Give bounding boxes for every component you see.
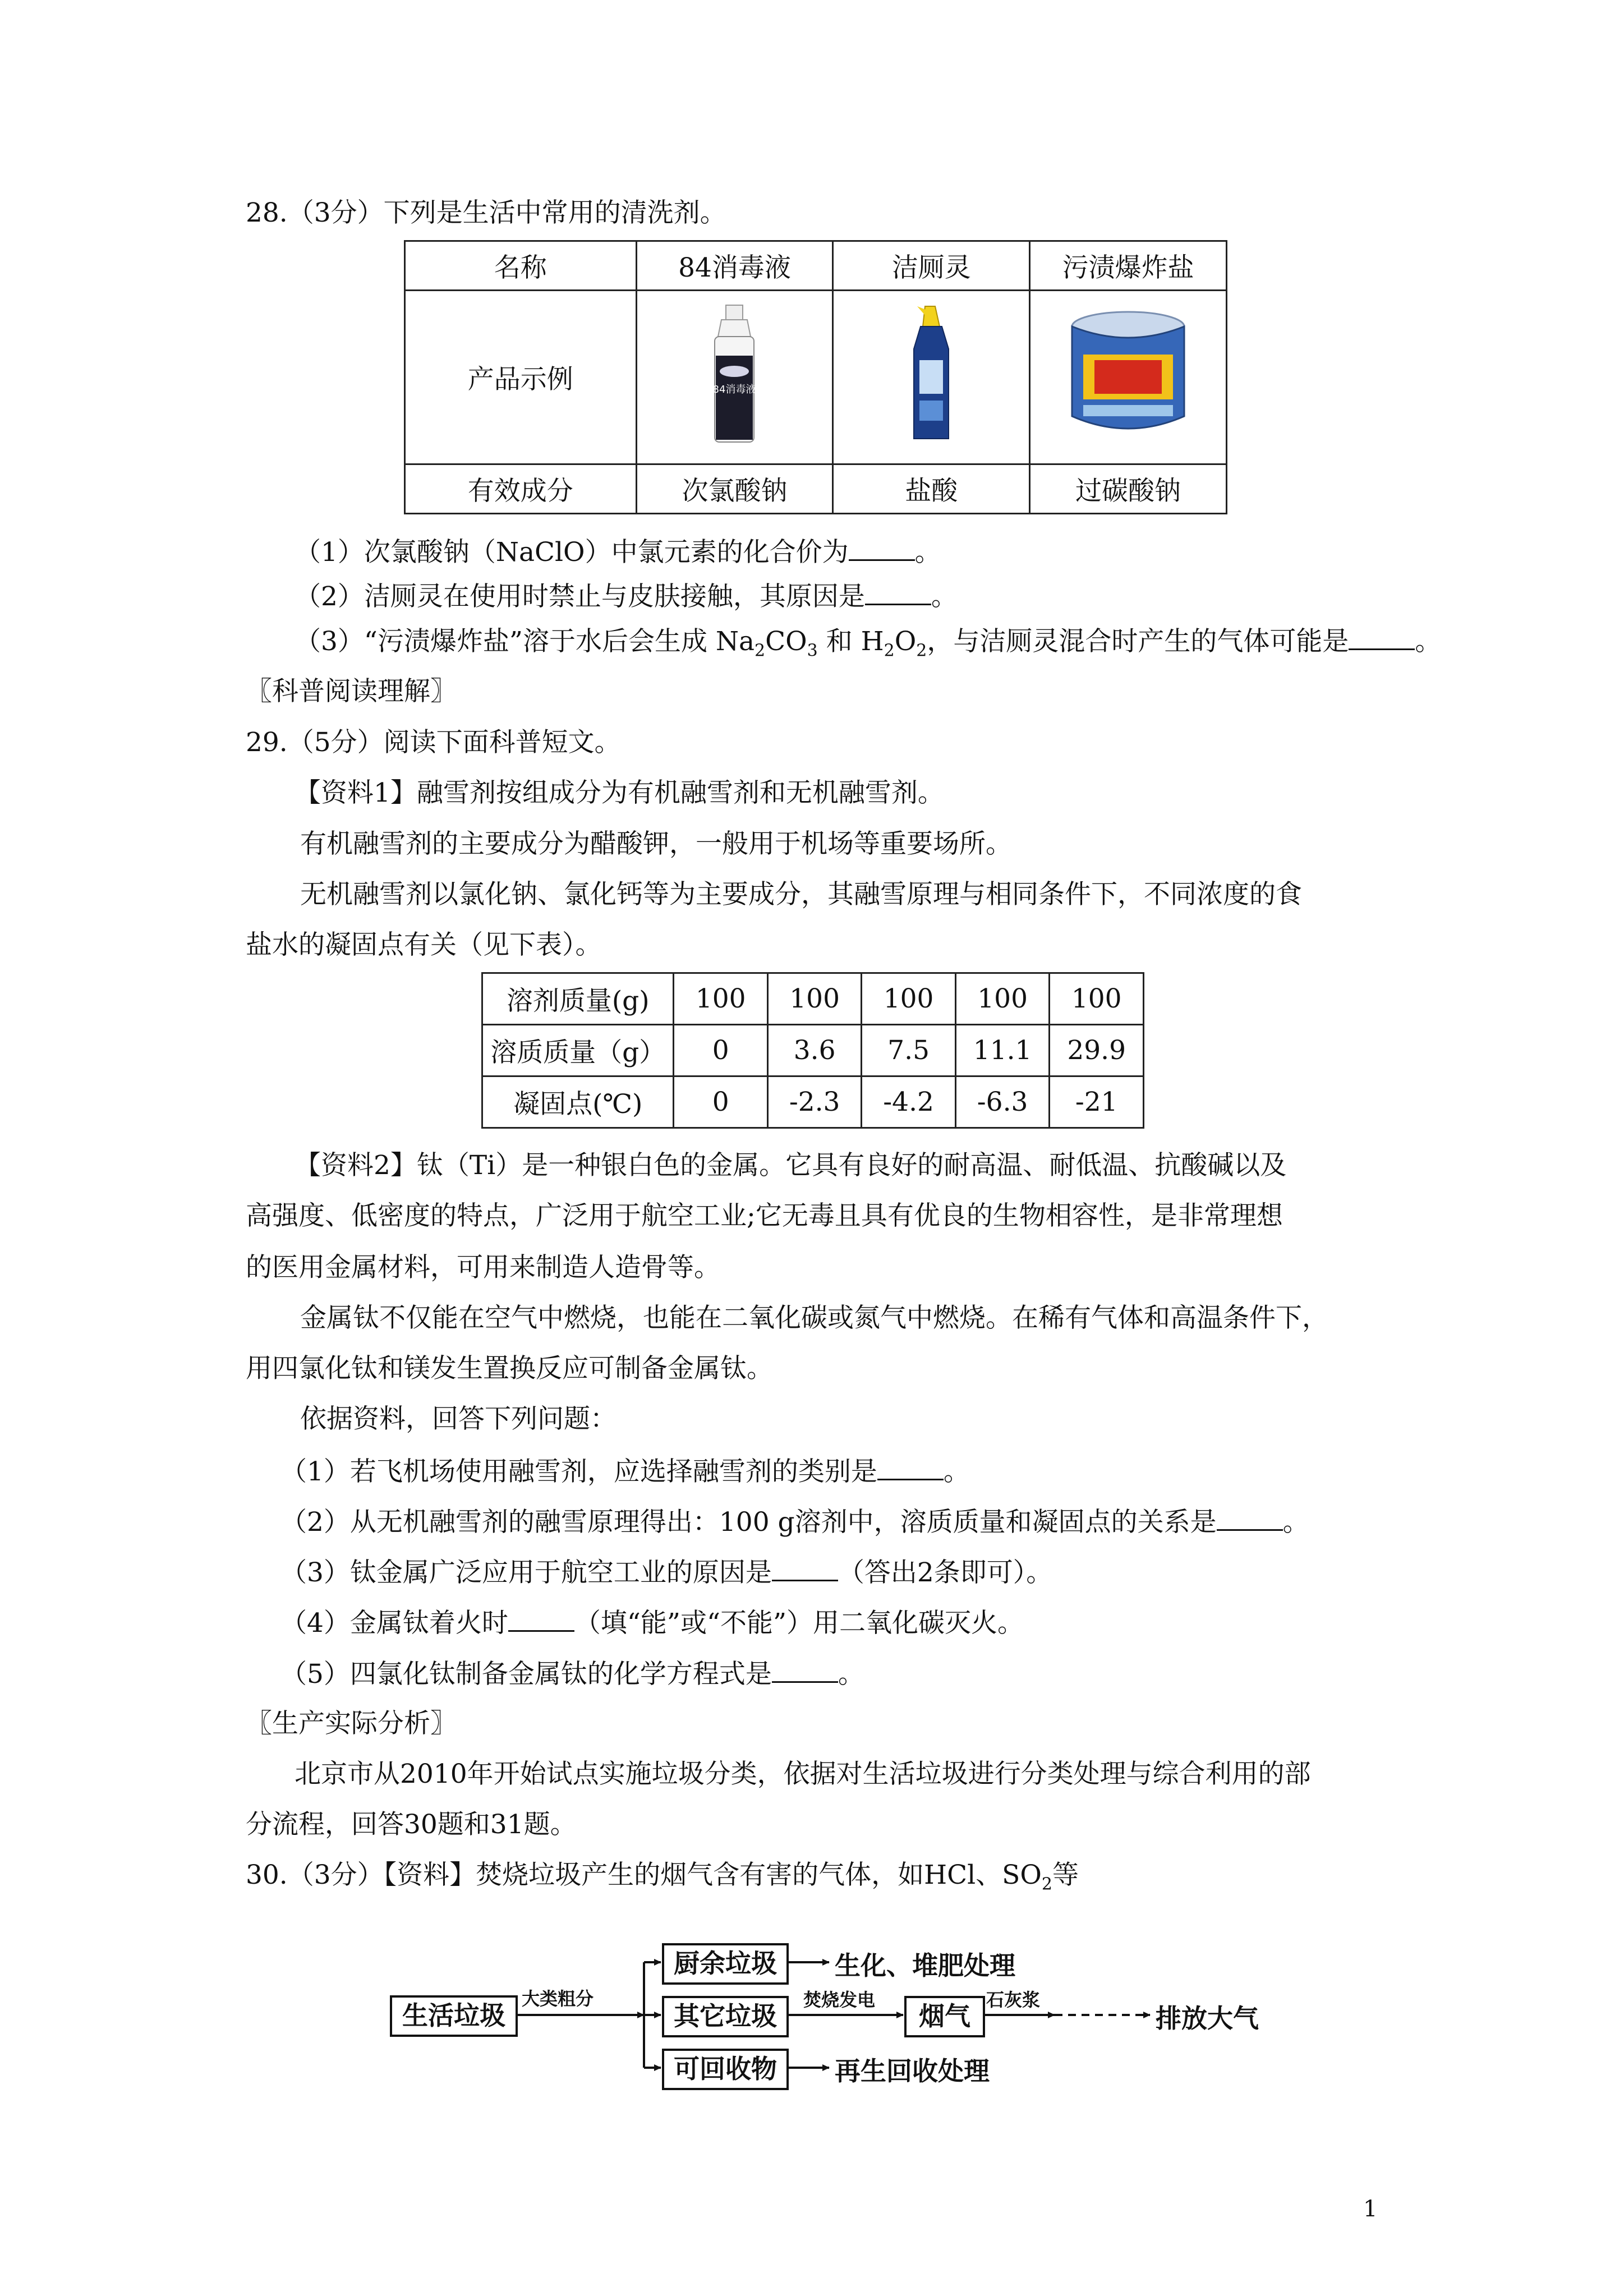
q29-p4c: 的医用金属材料，可用来制造人造骨等。 <box>246 1252 720 1283</box>
intro-b: 分流程，回答30题和31题。 <box>246 1809 577 1840</box>
flow-split-label: 大类粗分 <box>522 1988 594 2009</box>
flow-emit: 排放大气 <box>1156 2003 1259 2033</box>
q29-cell: 29.9 <box>1050 1025 1144 1076</box>
q29-p4b: 高强度、低密度的特点，广泛用于航空工业;它无毒且具有优良的生物相容性，是非常理想 <box>246 1200 1283 1231</box>
q29-p3a: 无机融雪剂以氯化钠、氯化钙等为主要成分，其融雪原理与相同条件下，不同浓度的食 <box>300 879 1302 910</box>
page-number: 1 <box>1363 2196 1378 2222</box>
flow-recycle-out: 再生回收处理 <box>835 2056 990 2086</box>
flow-burn-label: 焚烧发电 <box>803 1989 876 2010</box>
intro-a: 北京市从2010年开始试点实施垃圾分类，依据对生活垃圾进行分类处理与综合利用的部 <box>295 1759 1311 1789</box>
q29-cell: 凝固点(℃) <box>482 1076 674 1128</box>
q29-cell: 100 <box>767 973 861 1025</box>
q29-cell: -6.3 <box>955 1076 1050 1128</box>
q29-cell: 0 <box>674 1076 767 1128</box>
q29-p6: 依据资料，回答下列问题： <box>300 1404 617 1434</box>
q29-cell: -2.3 <box>767 1076 861 1128</box>
flow-lime-label: 石灰浆 <box>986 1989 1041 2010</box>
q29-cell: 溶质质量（g） <box>482 1025 674 1076</box>
q29-p5a: 金属钛不仅能在空气中燃烧，也能在二氧化碳或氮气中燃烧。在稀有气体和高温条件下， <box>300 1303 1328 1333</box>
q28-header-name: 名称 <box>405 241 637 291</box>
flow-other-box: 其它垃圾 <box>662 1996 789 2037</box>
q28-sub1: （1）次氯酸钠（NaClO）中氯元素的化合价为 。 <box>295 535 941 569</box>
q28-ingredient-toilet: 盐酸 <box>833 464 1030 514</box>
q28-example-label: 产品示例 <box>405 291 637 464</box>
q29-title: 29.（5分）阅读下面科普短文。 <box>246 727 621 758</box>
q29-cell: 100 <box>862 973 955 1025</box>
q29-s4: （4）金属钛着火时 （填“能”或“不能”）用二氧化碳灭火。 <box>280 1605 1024 1640</box>
q28-sub3: （3）“污渍爆炸盐”溶于水后会生成 $Na_2CO_3$ 和 $H_2O_2$，与洁厕灵混合时产生的气体可能是 。 <box>295 624 1441 668</box>
q28-sub2: （2）洁厕灵在使用时禁止与皮肤接触，其原因是 。 <box>295 579 958 614</box>
q29-p3b: 盐水的凝固点有关（见下表）。 <box>246 930 602 960</box>
q29-cell: 100 <box>955 973 1050 1025</box>
q29-cell: 溶剂质量(g) <box>482 973 674 1025</box>
q29-p4a: 【资料2】钛（Ti）是一种银白色的金属。它具有良好的耐高温、耐低温、抗酸碱以及 <box>295 1150 1287 1181</box>
q29-p5b: 用四氯化钛和镁发生置换反应可制备金属钛。 <box>246 1353 773 1384</box>
q29-cell: 11.1 <box>955 1025 1050 1076</box>
section-production: 〖生产实际分析〗 <box>246 1708 457 1739</box>
q28-header-salt: 污渍爆炸盐 <box>1030 241 1227 291</box>
q29-cell: -21 <box>1050 1076 1144 1128</box>
bleach-label-text: 84消毒液 <box>713 383 756 395</box>
q28-header-84: 84消毒液 <box>636 241 833 291</box>
q28-title: 28.（3分）下列是生活中常用的清洗剂。 <box>246 197 726 228</box>
q29-cell: 100 <box>1050 973 1144 1025</box>
q29-s1: （1）若飞机场使用融雪剂，应选择融雪剂的类别是 。 <box>280 1454 970 1489</box>
flow-source-box: 生活垃圾 <box>390 1995 518 2037</box>
q29-cell: 100 <box>674 973 767 1025</box>
q29-s3: （3）钛金属广泛应用于航空工业的原因是 （答出2条即可）。 <box>280 1555 1052 1590</box>
q29-p1: 【资料1】融雪剂按组成分为有机融雪剂和无机融雪剂。 <box>295 777 944 808</box>
q29-s2: （2）从无机融雪剂的融雪原理得出：100 g溶剂中，溶质质量和凝固点的关系是 。 <box>280 1504 1309 1539</box>
flow-recyclable-box: 可回收物 <box>662 2049 789 2090</box>
q28-ingredient-label: 有效成分 <box>405 464 637 514</box>
q29-s5: （5）四氯化钛制备金属钛的化学方程式是 。 <box>280 1657 864 1691</box>
q28-ingredient-84: 次氯酸钠 <box>636 464 833 514</box>
q29-cell: 3.6 <box>767 1025 861 1076</box>
q29-cell: 0 <box>674 1025 767 1076</box>
q28-header-toilet: 洁厕灵 <box>833 241 1030 291</box>
flow-smoke-box: 烟气 <box>904 1996 985 2037</box>
q29-p2: 有机融雪剂的主要成分为醋酸钾，一般用于机场等重要场所。 <box>300 829 1012 859</box>
section-reading: 〖科普阅读理解〗 <box>246 676 457 707</box>
q29-cell: 7.5 <box>862 1025 955 1076</box>
flow-kitchen-out: 生化、堆肥处理 <box>835 1950 1015 1981</box>
flow-kitchen-box: 厨余垃圾 <box>662 1943 789 1985</box>
q29-cell: -4.2 <box>862 1076 955 1128</box>
q30-title: 30.（3分）【资料】焚烧垃圾产生的烟气含有害的气体，如HCl、$SO_2$等 <box>246 1860 1079 1894</box>
q28-ingredient-salt: 过碳酸钠 <box>1030 464 1227 514</box>
